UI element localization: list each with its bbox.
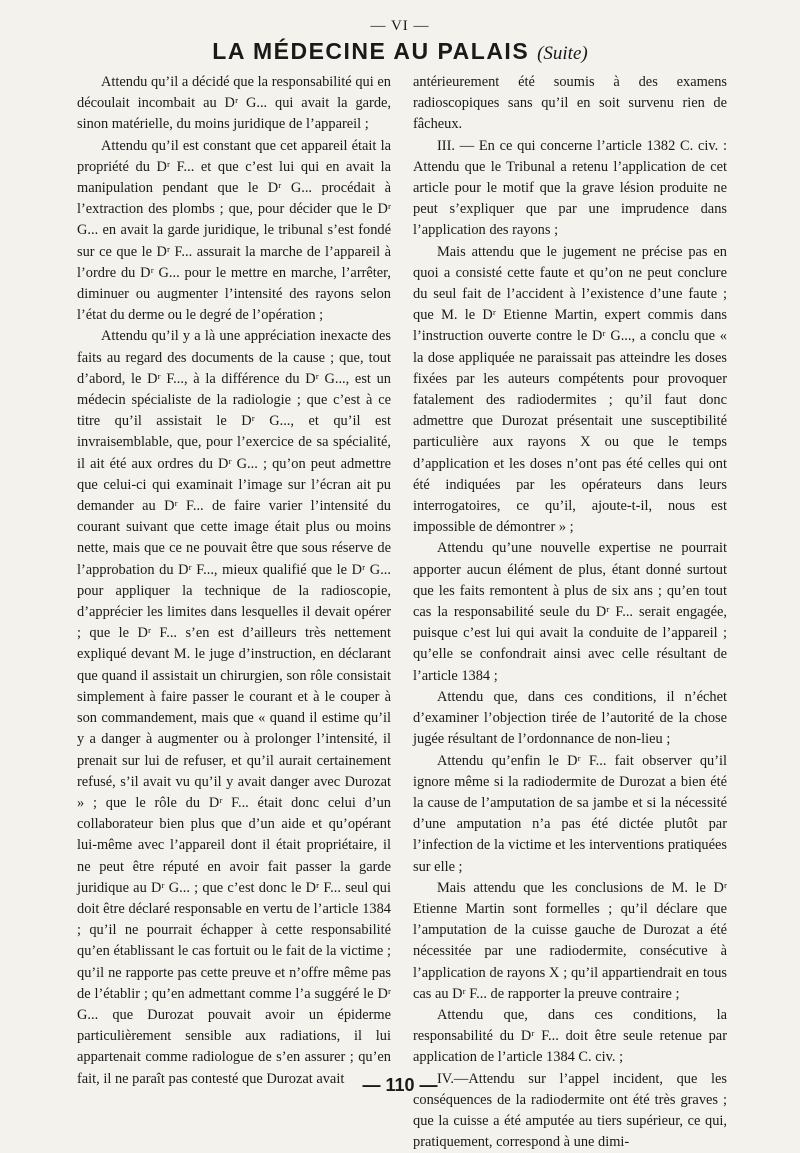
paragraph-continued: antérieurement été soumis à des examens radioscopiques sans qu’il en soit survenu rien de fâcheux.	[413, 74, 727, 133]
paragraph: Attendu qu’il a décidé que la responsabilité qui en découlait incombait au Dʳ G... qui avait la garde, sinon matérielle, du moins juridique de l’appareil ;	[77, 74, 391, 133]
title-text: LA MÉDECINE AU PALAIS	[212, 38, 530, 64]
folio-header: — VI —	[370, 18, 430, 34]
paragraph: III. — En ce qui concerne l’article 1382 C. civ. : Attendu que le Tribunal a retenu l’application de cet article pour le motif que la grave lésion produite ne peut s’expliquer que par une imprudence dans l’application des rayons ;	[413, 137, 727, 239]
paragraph: Mais attendu que les conclusions de M. le Dʳ Etienne Martin sont formelles ; qu’il déclare que l’amputation de la cuisse gauche de Durozat a été nécessitée par une radiodermite, consécutive à l’application de rayons X ; qu’il appartiendrait en tous cas au Dʳ F... de rapporter la preuve contraire ;	[413, 879, 727, 1002]
paragraph: Attendu qu’il est constant que cet appareil était la propriété du Dʳ F... et que c’est lui qui en avait la manipulation pendant que le Dʳ G... procédait à l’extraction des plombs ; que, pour décider que le Dʳ G... en avait la garde juridique, le tribunal s’est fondé sur ce que le Dʳ F... assurait la marche de l’appareil à l’ordre du Dʳ G... pour le mettre en marche, l’arrêter, diminuer ou augmenter l’intensité des rayons selon l’état du derme ou le degré de l’opération ;	[77, 137, 391, 324]
title-suite: (Suite)	[537, 43, 588, 64]
paragraph: Attendu qu’il y a là une appréciation inexacte des faits au regard des documents de la cause ; que, tout d’abord, le Dʳ F..., à la différence du Dʳ G..., est un médecin spécialiste de la radiologie ; que c’est à ce titre qu’il assistait le Dʳ G..., et qu’il est invraisemblable, que, pour l’exercice de sa spécialité, il ait été aux ordres du Dʳ G... ; qu’on peut admettre que celui-ci qui examinait l’image sur l’écran ait pu demander au Dʳ F... de faire varier l’intensité du courant suivant que cette image était plus ou moins nette, mais que ce ne pouvait être que sous réserve de l’approbation du Dʳ F..., mieux qualifié que le Dʳ G... pour appliquer la technique de la radioscopie, d’apprécier les limites dans lesquelles il devait opérer ; que le Dʳ F... s’en est d’ailleurs très nettement expliqué devant M. le juge d’instruction, en déclarant que quand il assistait un chirurgien, son rôle consistait simplement à faire passer le courant et à le couper à son commandement, mais que « quand il estime qu’il y a danger à augmenter ou à prolonger l’intensité, il prenait sur lui de refuser, et qu’il aurait certainement refusé, s’il avait vu qu’il y avait danger avec Durozat » ; que le rôle du Dʳ F... était donc celui d’un collaborateur bien plus que d’un aide et qu’opérant lui-même avec l’appareil dont il était propriétaire, il ne peut être réputé en avoir fait passer la garde juridique au Dʳ G... ; que c’est donc le Dʳ F... seul qui doit être déclaré responsable en vertu de l’article 1384 ; qu’il ne pourrait échapper à cette responsabilité qu’en établissant le cas fortuit ou le fait de la victime ; qu’il ne rapporte pas cette preuve et n’offre même pas de l’établir ; qu’en admettant comme l’a suggéré le Dʳ G... que Durozat pouvait avoir un épiderme particulièrement sensible aux radiations, il lui appartenait comme radiologue de s’en assurer ; qu’en fait, il ne paraît pas contesté que Durozat avait	[77, 328, 391, 1087]
page-title	[0, 38, 800, 65]
paragraph: Attendu que, dans ces conditions, il n’échet d’examiner l’objection tirée de l’autorité de la chose jugée résultant de l’ordonnance de non-lieu ;	[413, 688, 727, 748]
paragraph: Attendu que, dans ces conditions, la responsabilité du Dʳ F... doit être seule retenue par application de l’article 1384 C. civ. ;	[413, 1006, 727, 1066]
paragraph: IV.—Attendu sur l’appel incident, que les conséquences de la radiodermite ont été très graves ; que la cuisse a été amputée au tiers supérieur, ce qui, pratiquement, correspond à une dimi-	[413, 1070, 727, 1151]
paragraph: Attendu qu’une nouvelle expertise ne pourrait apporter aucun élément de plus, étant donné surtout que les faits remontent à plus de six ans ; qu’en tout cas la responsabilité seule du Dʳ F... serait engagée, puisque c’est lui qui avait la conduite de l’appareil ; qu’elle se confondrait ainsi avec celle résultant de l’article 1384 ;	[413, 540, 727, 684]
paragraph: Attendu qu’enfin le Dʳ F... fait observer qu’il ignore même si la radiodermite de Durozat a bien été la cause de l’amputation de sa jambe et si la nécessité d’une amputation n’a pas été dictée plutôt par l’infection de la victime et les interventions pratiquées sur elle ;	[413, 752, 727, 875]
left-column	[77, 72, 391, 1090]
paragraph: Mais attendu que le jugement ne précise pas en quoi a consisté cette faute et qu’on ne peut conclure du seul fait de l’accident à l’existence d’une faute ; que M. le Dʳ Etienne Martin, expert commis dans l’instruction ouverte contre le Dʳ G..., a conclu que « la dose appliquée ne paraissait pas atteindre les doses fixées par les auteurs compétents pour provoquer fatalement des radiodermites ; qu’il faut donc admettre que Durozat présentait une susceptibilité particulière aux rayons X ou que le temps d’application et les doses n’ont pas été celles qui ont été indiquées par les opérateurs dans leurs interrogatoires, ce qu’il, ajoute-t-il, nous est impossible de démontrer » ;	[413, 243, 727, 536]
right-column	[413, 72, 727, 1153]
page-number: — 110 —	[362, 1075, 438, 1095]
